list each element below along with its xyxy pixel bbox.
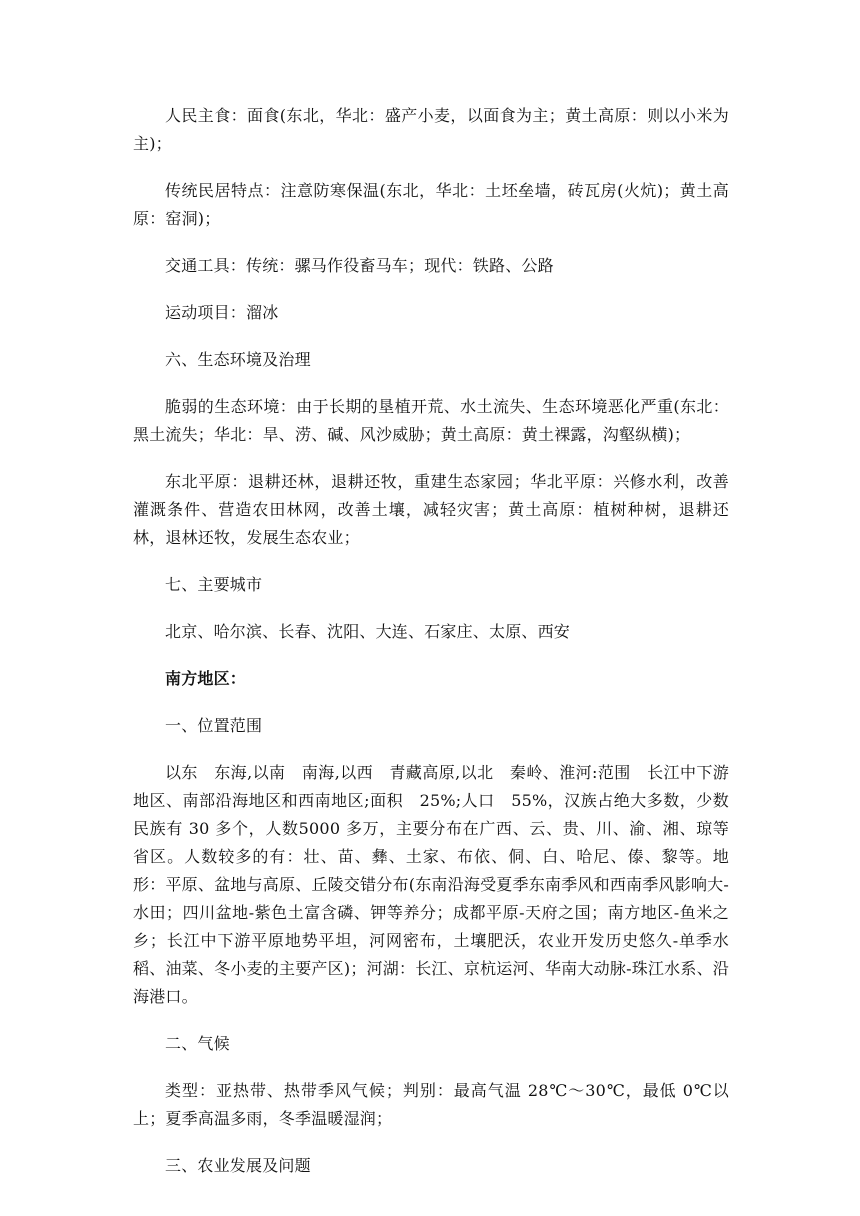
section-heading-location: 一、位置范围	[165, 716, 263, 735]
paragraph-location-details: 以东 东海,以南 南海,以西 青藏高原,以北 秦岭、淮河:范围 长江中下游地区、南部沿海地区和西南地区;面积 25%;人口 55%，汉族占绝大多数，少数民族有 30 多个，人数5000 多万，主要分布在广西、云、贵、川、渝、湘、琼等省区。人数较多的有：壮、苗、彝、土家、布依、侗、白、哈尼、傣、黎等。地形：平原、盆地与高原、丘陵交错分布(东南沿海受夏季东南季风和西南季风影响大-水田；四川盆地-紫色土富含磷、钾等养分；成都平原-天府之国；南方地区-鱼米之乡；长江中下游平原地势平坦，河网密布，土壤肥沃，农业开发历史悠久-单季水稻、油菜、冬小麦的主要产区)；河湖：长江、京杭运河、华南大动脉-珠江水系、沿海港口。	[133, 763, 729, 1006]
paragraph-city-list: 北京、哈尔滨、长春、沈阳、大连、石家庄、太原、西安	[165, 622, 571, 641]
section-heading-ecology: 六、生态环境及治理	[165, 350, 311, 369]
region-heading-south: 南方地区：	[165, 669, 247, 688]
paragraph-fragile-ecology: 脆弱的生态环境：由于长期的垦植开荒、水土流失、生态环境恶化严重(东北：黑土流失；华北：旱、涝、碱、风沙威胁；黄土高原：黄土裸露，沟壑纵横)；	[133, 397, 729, 444]
section-heading-climate: 二、气候	[165, 1034, 230, 1053]
paragraph-sports: 运动项目：溜冰	[165, 303, 279, 322]
paragraph-traditional-housing: 传统民居特点：注意防寒保温(东北，华北：土坯垒墙，砖瓦房(火炕)；黄土高原：窑洞)；	[133, 181, 729, 228]
document-body	[133, 102, 729, 1199]
paragraph-climate-details: 类型：亚热带、热带季风气候；判别：最高气温 28℃～30℃，最低 0℃以上；夏季高温多雨，冬季温暖湿润；	[133, 1081, 729, 1128]
paragraph-transportation: 交通工具：传统：骡马作役畜马车；现代：铁路、公路	[165, 256, 554, 275]
section-heading-agriculture: 三、农业发展及问题	[165, 1156, 311, 1175]
paragraph-staple-food: 人民主食：面食(东北，华北：盛产小麦，以面食为主；黄土高原：则以小米为主)；	[133, 106, 729, 153]
paragraph-ecology-measures: 东北平原：退耕还林，退耕还牧，重建生态家园；华北平原：兴修水利，改善灌溉条件、营造农田林网，改善土壤，减轻灾害；黄土高原：植树种树，退耕还林，退林还牧，发展生态农业；	[133, 472, 729, 547]
section-heading-major-cities: 七、主要城市	[165, 575, 263, 594]
